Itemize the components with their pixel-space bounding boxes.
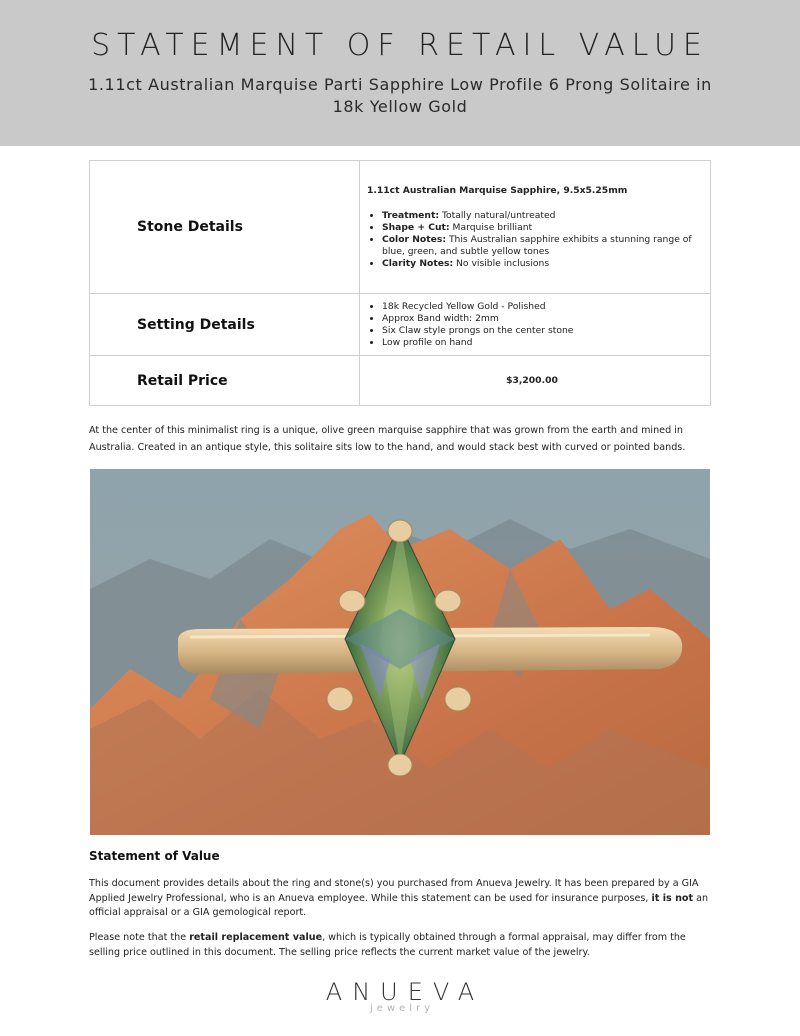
para2-text-a: Please note that the (89, 932, 190, 943)
page-subtitle: 1.11ct Australian Marquise Parti Sapphire Low Profile 6 Prong Solitaire in 18k Yellow Gold (88, 75, 712, 116)
intro-paragraph: At the center of this minimalist ring is a unique, olive green marquise sapphire that was grown from the earth and mined in Australia. Created in an antique style, this solitaire sits low to the hand, and would stack best with curved or pointed bands. (89, 425, 686, 453)
item-value: This Australian sapphire exhibits a stunning range of blue, green, and subtle yellow tones (382, 233, 692, 257)
list-item: • 18k Recycled Yellow Gold - Polished (382, 301, 704, 313)
item-key: Color Notes: (382, 233, 447, 245)
list-item (382, 222, 704, 234)
item-value: Marquise brilliant (452, 221, 533, 233)
setting-details-label: Setting Details (90, 294, 360, 356)
retail-price-row (90, 356, 711, 406)
statement-heading: Statement of Value (89, 849, 220, 863)
retail-price-label: Retail Price (90, 356, 360, 406)
details-table (89, 160, 711, 406)
header-banner (0, 0, 800, 146)
retail-price-value: $3,200.00 (360, 356, 711, 406)
item-key: Clarity Notes: (382, 257, 454, 269)
page-title: STATEMENT OF RETAIL VALUE (91, 28, 709, 63)
para1-text-b: an official appraisal or a GIA gemological report. (89, 892, 709, 918)
item-key: Shape + Cut: (382, 221, 450, 233)
list-item (382, 258, 704, 270)
para1-bold: it is not (651, 892, 694, 904)
item-value: Totally natural/untreated (441, 209, 556, 221)
setting-details-value (360, 294, 711, 356)
stone-heading: 1.11ct Australian Marquise Sapphire, 9.5x5.25mm (367, 184, 628, 196)
item-value: No visible inclusions (456, 257, 550, 269)
ring-illustration (90, 469, 710, 835)
statement-paragraph-2 (89, 931, 715, 960)
list-item: • Six Claw style prongs on the center stone (382, 325, 704, 337)
para1-text-a: This document provides details about the ring and stone(s) you purchased from Anueva Jewelry. It has been prepared by a GIA Applied Jewelry Professional, who is an Anueva employee. While this statement can be used for insurance purposes, (89, 878, 699, 904)
stone-details-row (90, 161, 711, 294)
setting-details-list (367, 301, 704, 349)
list-item: • Low profile on hand (382, 337, 704, 349)
brand-subtitle: jewelry (369, 1003, 435, 1014)
stone-details-list (367, 210, 704, 270)
item-key: Treatment: (382, 209, 440, 221)
brand-logo (0, 978, 800, 1014)
brand-name: ANUEVA (325, 978, 485, 1006)
stone-details-label: Stone Details (90, 161, 360, 294)
statement-paragraph-1 (89, 877, 715, 921)
ring-photo (90, 469, 710, 835)
list-item (382, 234, 704, 258)
stone-details-value (360, 161, 711, 294)
setting-details-row (90, 294, 711, 356)
para2-bold: retail replacement value (189, 932, 323, 943)
list-item: • Approx Band width: 2mm (382, 313, 704, 325)
para2-text-b: , which is typically obtained through a formal appraisal, may differ from the selling price outlined in this document. The selling price reflects the current market value of the jewelry. (89, 932, 686, 958)
list-item (382, 210, 704, 222)
